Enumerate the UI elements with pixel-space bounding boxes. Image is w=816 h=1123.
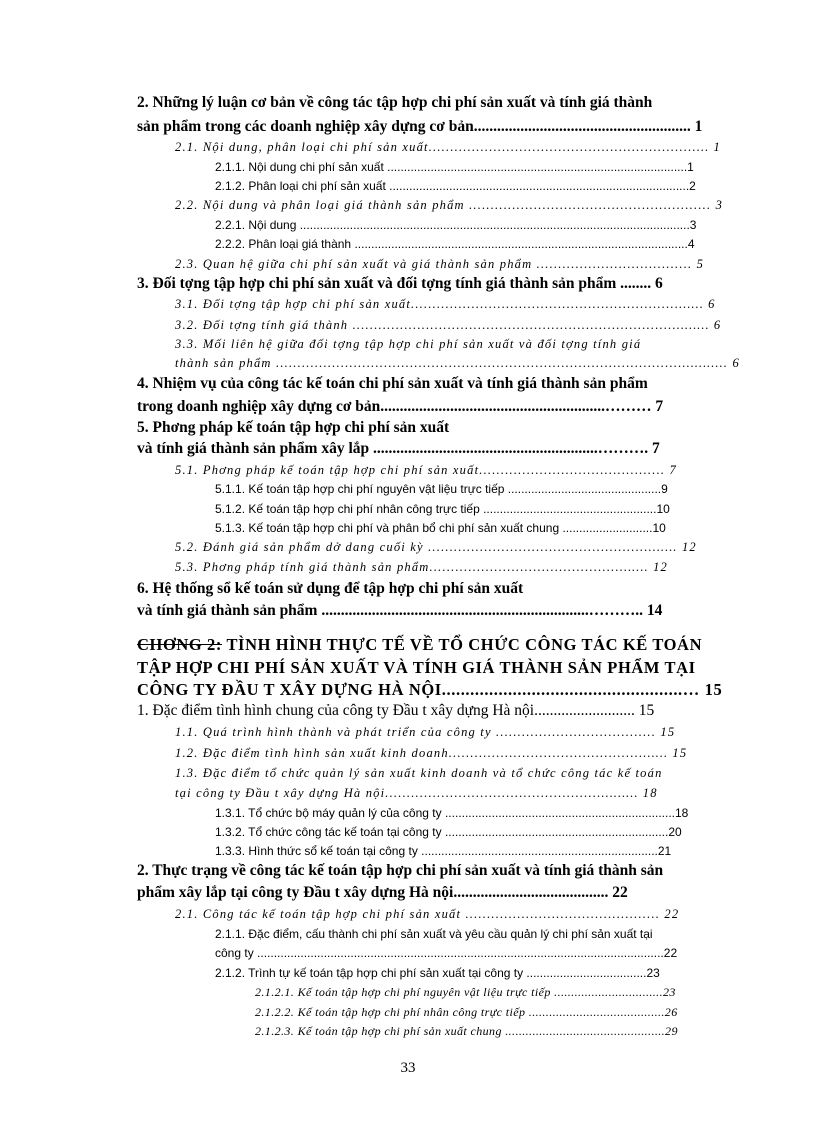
toc-entry: 2.2.1. Nội dung .....................................................................................................................3: [215, 218, 697, 232]
toc-entry: 5.1.2. Kế toán tập hợp chi phí nhân công trực tiếp ....................................................10: [215, 502, 670, 516]
toc-entry: thành sản phẩm ..............................................................................................……….. 6: [175, 356, 740, 370]
toc-entry: 2.2.2. Phân loại giá thành ....................................................................................................4: [215, 237, 695, 251]
toc-entry: 1.3. Đặc điểm tổ chức quản lý sản xuất kinh doanh và tổ chức công tác kế toán: [175, 766, 663, 780]
toc-entry: 2. Những lý luận cơ bản về công tác tập hợp chi phí sản xuất và tính giá thành: [137, 94, 653, 111]
toc-entry: 1. Đặc điểm tình hình chung của công ty Đầu t xây dựng Hà nội.......................... 15: [137, 702, 655, 719]
toc-entry: trong doanh nghiệp xây dựng cơ bản..........................................................……… 7: [137, 398, 664, 415]
toc-entry: 1.3.1. Tổ chức bộ máy quản lý của công ty .....................................................................18: [215, 806, 689, 820]
toc-entry: 1.3.2. Tổ chức công tác kế toán tại công ty ...................................................................20: [215, 825, 682, 839]
page-number: 33: [400, 1060, 416, 1076]
toc-entry: 3.2. Đối tợng tính giá thành ..........................................................................……… 6: [175, 318, 722, 332]
toc-entry: 3.1. Đối tợng tập hợp chi phí sản xuất..............................................................…… 6: [175, 297, 716, 311]
toc-entry: và tính giá thành sản phẩm .....................................................................……….. 14: [137, 602, 663, 619]
toc-entry: 2.1.1. Đặc điểm, cấu thành chi phí sản xuất và yêu cầu quản lý chi phí sản xuất tại: [215, 927, 653, 941]
toc-entry: 3. Đối tợng tập hợp chi phí sản xuất và đối tợng tính giá thành sản phẩm ........ 6: [137, 275, 663, 292]
toc-entry: 1.3.3. Hình thức sổ kế toán tại công ty .......................................................................21: [215, 844, 672, 858]
chapter-title: TÌNH HÌNH THỰC TẾ VỀ TỔ CHỨC CÔNG TÁC KẾ TOÁN: [222, 635, 703, 654]
toc-entry: 2.1.1. Nội dung chi phí sản xuất ..........................................................................................1: [215, 160, 694, 174]
toc-entry: và tính giá thành sản phẩm xây lắp ..........................................................………. 7: [137, 440, 660, 457]
toc-entry: 3.3. Mối liên hệ giữa đối tợng tập hợp chi phí sản xuất và đối tợng tính giá: [175, 337, 642, 351]
toc-entry: 2.1.2.2. Kế toán tập hợp chi phí nhân công trực tiếp ........................................26: [255, 1005, 678, 1019]
toc-entry: công ty ..........................................................................................................................22: [215, 946, 678, 960]
toc-entry: 5.1.1. Kế toán tập hợp chi phí nguyên vật liệu trực tiếp ..............................................9: [215, 482, 668, 496]
toc-entry: 2.1.2. Trình tự kế toán tập hợp chi phí sản xuất tại công ty ....................................23: [215, 966, 660, 980]
toc-entry: 2.3. Quan hệ giữa chi phí sản xuất và giá thành sản phẩm .................................... 5: [175, 257, 705, 271]
toc-entry: 5. Phơng pháp kế toán tập hợp chi phí sản xuất: [137, 419, 450, 436]
toc-entry: 2.1. Nội dung, phân loại chi phí sản xuất..............................................................… 1: [175, 140, 721, 154]
toc-entry: 5.3. Phơng pháp tính giá thành sản phẩm............................................……. 12: [175, 560, 668, 574]
toc-entry: 2.1.2.3. Kế toán tập hợp chi phí sản xuất chung ...............................................29: [255, 1024, 678, 1038]
toc-entry: 5.2. Đánh giá sản phẩm dở dang cuối kỳ ...................................................……. 12: [175, 540, 697, 554]
toc-entry: 2.2. Nội dung và phân loại giá thành sản phẩm ........................................................ 3: [175, 198, 724, 212]
chapter-heading: CÔNG TY ĐẦU T XÂY DỰNG HÀ NỘI...................................................… 15: [137, 680, 723, 699]
toc-entry: sản phẩm trong các doanh nghiệp xây dựng cơ bản........................................................ 1: [137, 118, 703, 135]
toc-entry: 2. Thực trạng về công tác kế toán tập hợp chi phí sản xuất và tính giá thành sản: [137, 862, 664, 879]
toc-entry: tại công ty Đầu t xây dựng Hà nội..................................................……… 18: [175, 786, 658, 800]
toc-entry: 1.2. Đặc điểm tình hình sản xuất kinh doanh.............................................…… 15: [175, 746, 688, 760]
toc-entry: 2.1.2.1. Kế toán tập hợp chi phí nguyên vật liệu trực tiếp ................................23: [255, 985, 676, 999]
toc-entry: 1.1. Quá trình hình thành và phát triển của công ty ..................................... 15: [175, 725, 676, 739]
chapter-label: CHƠNG 2:: [137, 635, 223, 654]
toc-entry: 2.1.2. Phân loại chi phí sản xuất ..........................................................................................2: [215, 179, 696, 193]
toc-entry: 5.1.3. Kế toán tập hợp chi phí và phân bổ chi phí sản xuất chung ...........................10: [215, 521, 666, 535]
toc-entry: 2.1. Công tác kế toán tập hợp chi phí sản xuất ............................................. 22: [175, 907, 680, 921]
toc-entry: 5.1. Phơng pháp kế toán tập hợp chi phí sản xuất........................................... 7: [175, 463, 677, 477]
toc-entry: phẩm xây lắp tại công ty Đầu t xây dựng Hà nội........................................ 22: [137, 884, 628, 901]
chapter-heading: [137, 635, 702, 655]
toc-entry: 6. Hệ thống sổ kế toán sử dụng để tập hợp chi phí sản xuất: [137, 580, 524, 597]
chapter-heading: TẬP HỢP CHI PHÍ SẢN XUẤT VÀ TÍNH GIÁ THÀNH SẢN PHẨM TẠI: [137, 658, 696, 677]
toc-entry: 4. Nhiệm vụ của công tác kế toán chi phí sản xuất và tính giá thành sản phẩm: [137, 375, 648, 392]
